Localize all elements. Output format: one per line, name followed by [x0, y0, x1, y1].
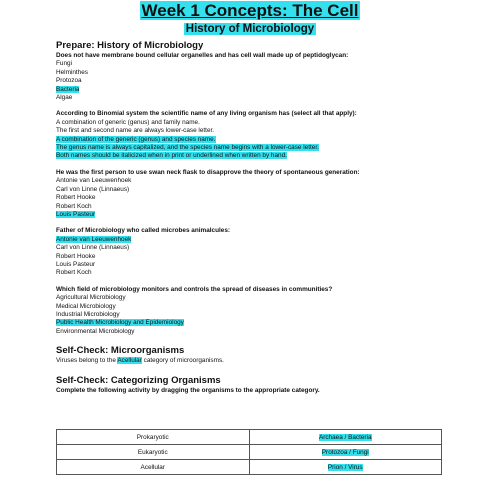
section-heading-categorizing: Self-Check: Categorizing Organisms — [56, 374, 221, 386]
question-block — [56, 169, 444, 219]
answer-option[interactable]: Robert Koch — [56, 202, 92, 210]
answer-option[interactable]: Environmental Microbiology — [56, 327, 135, 335]
viruses-answer[interactable]: Acellular — [117, 357, 142, 365]
dragged-answer[interactable]: Protozoa / Fungi — [321, 448, 369, 456]
answer-option[interactable]: A combination of the generic (genus) and species name. — [56, 135, 216, 143]
answer-option[interactable]: Algae — [56, 94, 73, 102]
answer-option[interactable]: Robert Hooke — [56, 252, 96, 260]
answer-option[interactable]: Bacteria — [56, 85, 80, 93]
answer-option[interactable]: Public Health Microbiology and Epidemiology — [56, 319, 184, 327]
drop-target[interactable] — [249, 460, 442, 475]
categorizing-instruction: Complete the following activity by dragging the organisms to the appropriate category. — [56, 386, 320, 394]
category-label: Prokaryotic — [57, 430, 250, 445]
answer-option[interactable]: Both names should be italicized when in print or underlined when written by hand. — [56, 152, 287, 160]
question-block — [56, 286, 444, 336]
question-prompt: Which field of microbiology monitors and controls the spread of diseases in communities? — [56, 285, 333, 293]
drop-target[interactable] — [249, 430, 442, 445]
answer-option[interactable]: Helminthes — [56, 68, 88, 76]
answer-option[interactable]: Carl von Linne (Linnaeus) — [56, 185, 130, 193]
table-row — [57, 445, 442, 460]
question-prompt: Does not have membrane bound cellular organelles and has cell wall made up of peptidoglycan: — [56, 52, 349, 59]
answer-option[interactable]: Agricultural Microbiology — [56, 294, 126, 302]
drop-target[interactable] — [249, 445, 442, 460]
question-prompt: Father of Microbiology who called microbes animalcules: — [56, 227, 231, 235]
answer-option[interactable]: The first and second name are always lower-case letter. — [56, 127, 215, 135]
answer-option[interactable]: The genus name is always capitalized, and the species name begins with a lower-case letter. — [56, 144, 319, 152]
category-label: Eukaryotic — [57, 445, 250, 460]
table-row — [57, 430, 442, 445]
question-block — [56, 110, 444, 160]
answer-option[interactable]: Antonie van Leeuwenhoek — [56, 235, 132, 243]
question-block — [56, 227, 444, 277]
answer-option[interactable]: Louis Pasteur — [56, 260, 96, 268]
table-row — [57, 460, 442, 475]
page-subtitle: History of Microbiology — [185, 23, 315, 35]
answer-option[interactable]: Fungi — [56, 60, 72, 68]
answer-option[interactable]: Industrial Microbiology — [56, 310, 120, 318]
answer-option[interactable]: Carl von Linne (Linnaeus) — [56, 244, 130, 252]
category-label: Acellular — [57, 460, 250, 475]
viruses-statement: Viruses belong to the Acellular category of microorganisms. — [56, 357, 224, 365]
dragged-answer[interactable]: Archaea / Bacteria — [318, 433, 372, 441]
answer-option[interactable]: Medical Microbiology — [56, 302, 116, 310]
answer-option[interactable]: A combination of generic (genus) and family name. — [56, 118, 200, 126]
question-list — [56, 52, 444, 336]
section-heading-prepare: Prepare: History of Microbiology — [56, 40, 204, 51]
category-table — [56, 429, 442, 475]
page-title: Week 1 Concepts: The Cell — [141, 1, 359, 20]
question-prompt: He was the first person to use swan neck flask to disapprove the theory of spontaneous generation: — [56, 168, 360, 176]
answer-option[interactable]: Robert Koch — [56, 269, 92, 277]
answer-option[interactable]: Protozoa — [56, 77, 82, 85]
answer-option[interactable]: Louis Pasteur — [56, 210, 96, 218]
section-heading-microorganisms: Self-Check: Microorganisms — [56, 345, 185, 357]
question-prompt: According to Binomial system the scientific name of any living organism has (select all that apply): — [56, 110, 357, 118]
answer-option[interactable]: Antonie van Leeuwenhoek — [56, 177, 132, 185]
question-block — [56, 52, 444, 102]
answer-option[interactable]: Robert Hooke — [56, 194, 96, 202]
dragged-answer[interactable]: Prion / Virus — [327, 463, 363, 471]
